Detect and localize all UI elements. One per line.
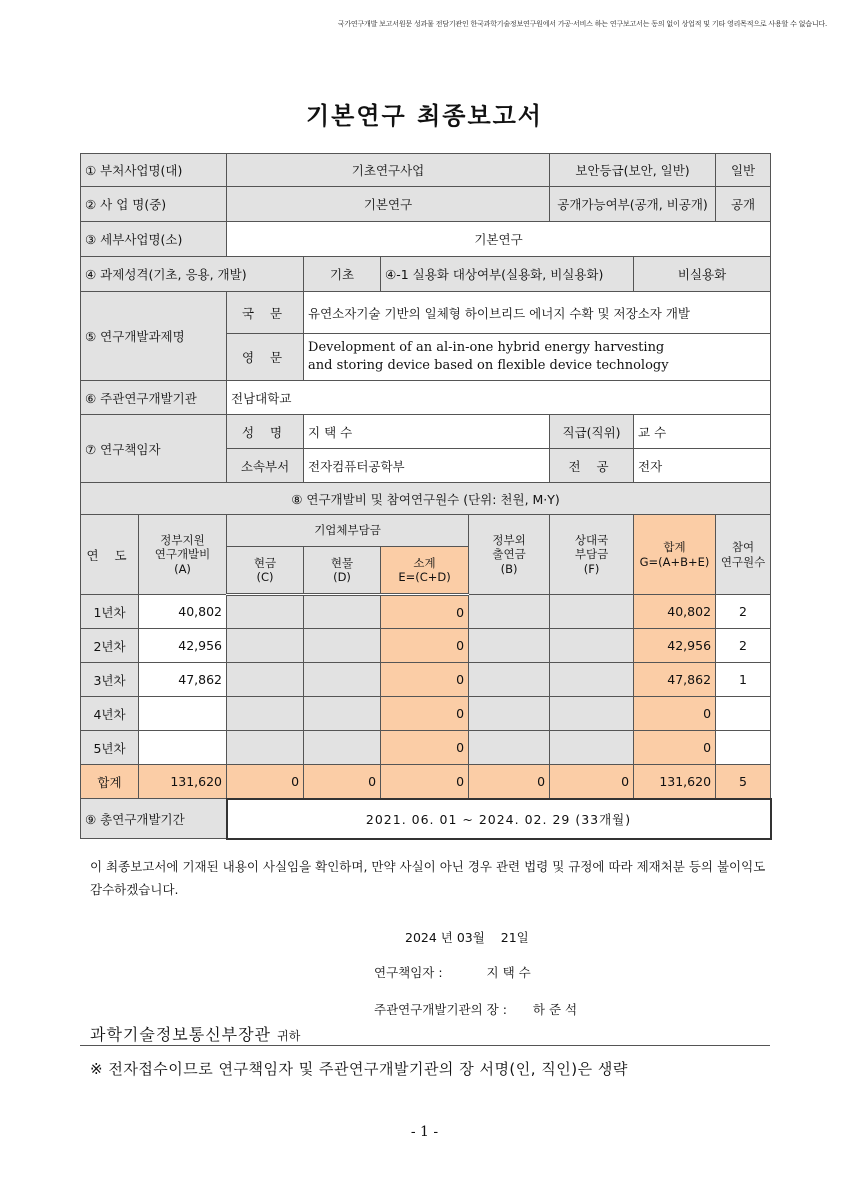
budget-cell-cash — [227, 697, 304, 731]
budget-cell-year: 1년차 — [81, 595, 139, 629]
confirmation-statement: 이 최종보고서에 기재된 내용이 사실임을 확인하며, 만약 사실이 아닌 경우 관련 법령 및 규정에 따라 제재처분 등의 불이익도 감수하겠습니다. — [90, 859, 766, 897]
copyright-notice: 국가연구개발 보고서원문 성과물 전담기관인 한국과학기술정보연구원에서 가공·서비스 하는 연구보고서는 동의 없이 상업적 및 기타 영리목적으로 사용할 수 없습니다. — [337, 20, 827, 28]
report-date — [405, 928, 529, 946]
english-title-value — [304, 334, 771, 381]
budget-header-total: 합계 G=(A+B+E) — [634, 515, 716, 595]
budget-cell-nongov — [469, 629, 550, 663]
public-label: 공개가능여부(공개, 비공개) — [550, 187, 716, 222]
budget-cell-partner — [550, 595, 634, 629]
period-value: 2021. 06. 01 ~ 2024. 02. 29 (33개월) — [227, 799, 771, 839]
budget-header-year: 연 도 — [81, 515, 139, 595]
minister-addressee — [90, 1022, 300, 1045]
org-label: ⑥ 주관연구개발기관 — [81, 381, 227, 415]
budget-header-inkind: 현물 (D) — [304, 547, 381, 595]
budget-sum-nongov: 0 — [469, 765, 550, 799]
head-signature-label: 주관연구개발기관의 장 : — [374, 1002, 507, 1017]
budget-cell-inkind — [304, 629, 381, 663]
budget-cell-nongov — [469, 697, 550, 731]
security-label: 보안등급(보안, 일반) — [550, 154, 716, 187]
budget-sum-subtotal: 0 — [381, 765, 469, 799]
practical-label: ④-1 실용화 대상여부(실용화, 비실용화) — [381, 257, 634, 292]
budget-section-label: ⑧ 연구개발비 및 참여연구원수 (단위: 천원, M·Y) — [81, 483, 771, 515]
budget-cell-inkind — [304, 595, 381, 629]
budget-cell-subtotal: 0 — [381, 731, 469, 765]
public-value: 공개 — [716, 187, 771, 222]
pi-rank-label: 직급(직위) — [550, 415, 634, 449]
minister-suffix: 귀하 — [277, 1029, 301, 1043]
budget-cell-gov — [139, 697, 227, 731]
pi-signature — [374, 963, 531, 981]
date-year: 2024 — [405, 930, 437, 945]
pi-signature-label: 연구책임자 : — [374, 965, 443, 980]
budget-sum-cash: 0 — [227, 765, 304, 799]
budget-row — [81, 595, 771, 629]
date-day: 21일 — [500, 930, 529, 945]
nature-label: ④ 과제성격(기초, 응용, 개발) — [81, 257, 304, 292]
practical-value: 비실용화 — [634, 257, 771, 292]
page-number: - 1 - — [410, 1124, 439, 1140]
budget-cell-gov: 42,956 — [139, 629, 227, 663]
period-label: ⑨ 총연구개발기간 — [81, 799, 227, 839]
english-title-line2: and storing device based on flexible device technology — [308, 358, 669, 373]
signature-omission-note: ※ 전자접수이므로 연구책임자 및 주관연구개발기관의 장 서명(인, 직인)은 생략 — [90, 1060, 628, 1078]
budget-header-nongov: 정부외 출연금 (B) — [469, 515, 550, 595]
budget-sum-inkind: 0 — [304, 765, 381, 799]
pi-affiliation-label: 소속부서 — [227, 449, 304, 483]
budget-sum-gov: 131,620 — [139, 765, 227, 799]
budget-cell-total: 40,802 — [634, 595, 716, 629]
korean-title-label: 국 문 — [227, 292, 304, 334]
budget-header-partner: 상대국 부담금 (F) — [550, 515, 634, 595]
budget-cell-subtotal: 0 — [381, 697, 469, 731]
korean-title-value: 유연소자기술 기반의 일체형 하이브리드 에너지 수확 및 저장소자 개발 — [304, 292, 771, 334]
budget-header-researchers: 참여 연구원수 — [716, 515, 771, 595]
program-value: 기본연구 — [227, 187, 550, 222]
budget-cell-nongov — [469, 663, 550, 697]
budget-row — [81, 663, 771, 697]
pi-label: ⑦ 연구책임자 — [81, 415, 227, 483]
budget-header-cash: 현금 (C) — [227, 547, 304, 595]
budget-cell-subtotal: 0 — [381, 663, 469, 697]
budget-cell-nongov — [469, 731, 550, 765]
budget-cell-partner — [550, 629, 634, 663]
pi-name-value: 지 택 수 — [304, 415, 550, 449]
budget-cell-inkind — [304, 663, 381, 697]
project-title-label: ⑤ 연구개발과제명 — [81, 292, 227, 381]
date-month: 03월 — [456, 930, 485, 945]
budget-cell-year: 2년차 — [81, 629, 139, 663]
sub-value: 기본연구 — [227, 222, 771, 257]
budget-cell-total: 0 — [634, 731, 716, 765]
date-year-unit: 년 — [440, 930, 453, 945]
budget-cell-cash — [227, 731, 304, 765]
budget-header-gov: 정부지원 연구개발비 (A) — [139, 515, 227, 595]
budget-cell-gov: 47,862 — [139, 663, 227, 697]
budget-cell-cash — [227, 629, 304, 663]
budget-cell-total: 42,956 — [634, 629, 716, 663]
budget-cell-partner — [550, 663, 634, 697]
budget-cell-researchers — [716, 731, 771, 765]
budget-sum-researchers: 5 — [716, 765, 771, 799]
budget-row — [81, 697, 771, 731]
dept-value: 기초연구사업 — [227, 154, 550, 187]
budget-cell-subtotal: 0 — [381, 595, 469, 629]
page-title: 기본연구 최종보고서 — [305, 102, 543, 130]
budget-cell-inkind — [304, 697, 381, 731]
budget-cell-nongov — [469, 595, 550, 629]
budget-sum-year: 합계 — [81, 765, 139, 799]
security-value: 일반 — [716, 154, 771, 187]
budget-row — [81, 731, 771, 765]
org-value: 전남대학교 — [227, 381, 771, 415]
budget-cell-year: 5년차 — [81, 731, 139, 765]
budget-cell-inkind — [304, 731, 381, 765]
budget-cell-researchers: 1 — [716, 663, 771, 697]
budget-row — [81, 629, 771, 663]
budget-cell-subtotal: 0 — [381, 629, 469, 663]
head-signature — [374, 1000, 577, 1018]
pi-signature-name: 지 택 수 — [486, 965, 531, 980]
english-title-line1: Development of an al-in-one hybrid energy harvesting — [308, 340, 665, 356]
budget-sum-total: 131,620 — [634, 765, 716, 799]
report-info-table — [80, 153, 772, 840]
budget-cell-gov: 40,802 — [139, 595, 227, 629]
budget-cell-total: 0 — [634, 697, 716, 731]
nature-value: 기초 — [304, 257, 381, 292]
pi-major-label: 전 공 — [550, 449, 634, 483]
budget-cell-partner — [550, 731, 634, 765]
head-signature-name: 하 준 석 — [532, 1002, 578, 1017]
budget-cell-gov — [139, 731, 227, 765]
minister-name: 과학기술정보통신부장관 — [90, 1025, 272, 1044]
budget-cell-researchers: 2 — [716, 595, 771, 629]
budget-sum-partner: 0 — [550, 765, 634, 799]
pi-affiliation-value: 전자컴퓨터공학부 — [304, 449, 550, 483]
pi-name-label: 성 명 — [227, 415, 304, 449]
budget-cell-researchers: 2 — [716, 629, 771, 663]
english-title-label: 영 문 — [227, 334, 304, 381]
budget-cell-cash — [227, 663, 304, 697]
budget-cell-year: 4년차 — [81, 697, 139, 731]
pi-rank-value: 교 수 — [634, 415, 771, 449]
budget-cell-partner — [550, 697, 634, 731]
budget-header-company: 기업체부담금 — [227, 515, 469, 547]
budget-cell-year: 3년차 — [81, 663, 139, 697]
budget-header-subtotal: 소계 E=(C+D) — [381, 547, 469, 595]
divider-line — [80, 1045, 770, 1046]
dept-label: ① 부처사업명(대) — [81, 154, 227, 187]
budget-cell-total: 47,862 — [634, 663, 716, 697]
sub-label: ③ 세부사업명(소) — [81, 222, 227, 257]
pi-major-value: 전자 — [634, 449, 771, 483]
budget-cell-cash — [227, 595, 304, 629]
budget-cell-researchers — [716, 697, 771, 731]
program-label: ② 사 업 명(중) — [81, 187, 227, 222]
